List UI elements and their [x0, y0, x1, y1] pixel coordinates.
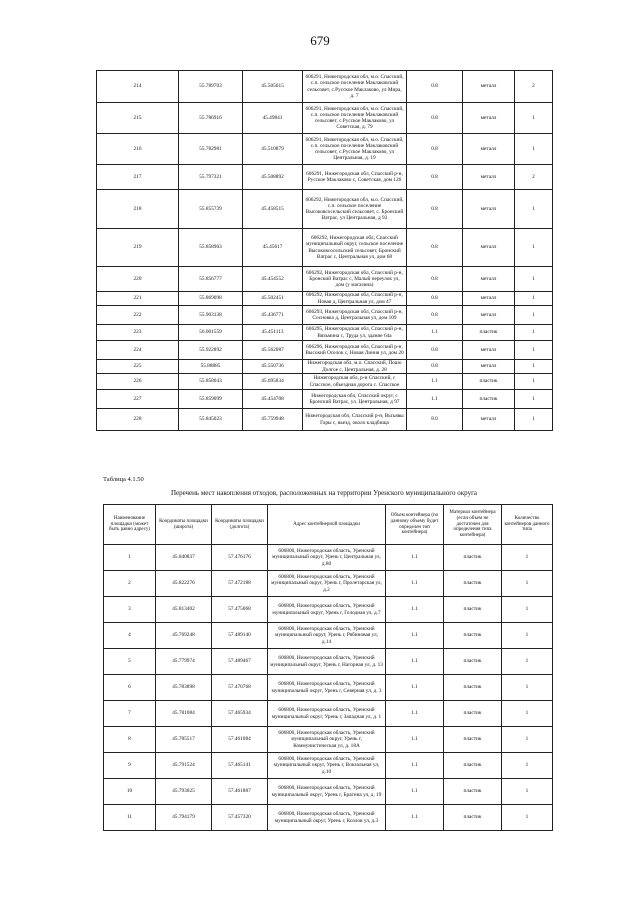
table-row: [97, 267, 553, 292]
address-cell: 606295, Нижегородская обл, Спасский р-н, Вязьмина с, Труда ул, здание 64а: [303, 325, 407, 341]
table-header-row: [104, 505, 553, 545]
table-row: [97, 292, 553, 306]
table-cell: 223: [97, 325, 179, 341]
table-cell: 57.461084: [212, 727, 268, 753]
table-cell: пластик: [444, 753, 502, 779]
table-cell: 45.550736: [243, 360, 303, 374]
table-cell: 1.1: [386, 805, 444, 831]
table-row: [97, 229, 553, 267]
table-row: [97, 306, 553, 325]
table-cell: 217: [97, 165, 179, 190]
table-cell: 45.791524: [156, 753, 212, 779]
table-row: [97, 71, 553, 103]
table-cell: 55.782981: [179, 134, 243, 165]
table-cell: 45.510879: [243, 134, 303, 165]
table-cell: 45.794179: [156, 805, 212, 831]
table-cell: пластик: [444, 545, 502, 571]
address-cell: 606291, Нижегородская обл, м.о. Спасский, с.п. сельское поселение Маклаковский сельсовет, с.Русское Маклаково, ул Центральная, д. 19: [303, 134, 407, 165]
column-header: Объем контейнера (по данному объему будет определен тип контейнера): [386, 505, 444, 545]
table-cell: 45.454552: [243, 267, 303, 292]
table-cell: 1: [515, 103, 553, 134]
table-cell: 1.1: [386, 545, 444, 571]
table-cell: 1.1: [386, 779, 444, 805]
table-cell: 214: [97, 71, 179, 103]
table-row: [104, 779, 553, 805]
table-cell: 45.779974: [156, 649, 212, 675]
address-cell: 606291, Нижегородская обл, Спасский р-н, Русское Маклаково с, Советская, дом 126: [303, 165, 407, 190]
table-cell: пластик: [463, 390, 515, 409]
table-cell: 1.1: [386, 597, 444, 623]
table-cell: 0.8: [407, 71, 463, 103]
column-header: Адрес контейнерной площадки: [268, 505, 386, 545]
table-cell: 0.8: [407, 229, 463, 267]
column-header: Координаты площадки (долгота): [212, 505, 268, 545]
table-cell: 1: [515, 360, 553, 374]
table-cell: металл: [463, 103, 515, 134]
table-cell: 45.759948: [243, 409, 303, 431]
column-header: Наименование площадки (может быть равно адресу): [104, 505, 156, 545]
table-cell: 55.789703: [179, 71, 243, 103]
table-row: [97, 360, 553, 374]
address-cell: 606800, Нижегородская область, Уренский муниципальный округ, Урень г, Козлов ул, д.3: [268, 805, 386, 831]
table-cell: 45.49841: [243, 103, 303, 134]
table-cell: 1: [515, 374, 553, 390]
table-row: [97, 341, 553, 360]
table-cell: 45.451113: [243, 325, 303, 341]
table-cell: 1.1: [386, 675, 444, 701]
address-cell: 606293, Нижегородская обл, Спасский р-н, Сосновка д, Центральная ул, дом 109: [303, 306, 407, 325]
table-cell: пластик: [444, 701, 502, 727]
table-cell: 1: [515, 341, 553, 360]
table-row: [97, 134, 553, 165]
table-cell: металл: [463, 190, 515, 229]
table-cell: 0.8: [407, 292, 463, 306]
table-cell: 1: [515, 325, 553, 341]
table-cell: 45.502451: [243, 292, 303, 306]
table-cell: 55.797321: [179, 165, 243, 190]
table-cell: 56.001559: [179, 325, 243, 341]
table-cell: 6: [104, 675, 156, 701]
table-cell: 1: [515, 409, 553, 431]
table-cell: металл: [463, 165, 515, 190]
table-cell: 224: [97, 341, 179, 360]
table-cell: 57.476176: [212, 545, 268, 571]
table-row: [104, 597, 553, 623]
table-row: [104, 545, 553, 571]
table-row: [104, 701, 553, 727]
table-cell: 2: [104, 571, 156, 597]
table-cell: металл: [463, 306, 515, 325]
table-row: [104, 805, 553, 831]
column-header: Количество контейнеров данного типа: [502, 505, 553, 545]
table-cell: 222: [97, 306, 179, 325]
table-cell: 1: [502, 701, 553, 727]
table-cell: 45.785517: [156, 727, 212, 753]
table-cell: 218: [97, 190, 179, 229]
table-cell: пластик: [444, 571, 502, 597]
table-cell: 55.855739: [179, 190, 243, 229]
table-cell: 55.845023: [179, 409, 243, 431]
table-cell: 220: [97, 267, 179, 292]
table-cell: 57.457320: [212, 805, 268, 831]
table-row: [104, 649, 553, 675]
table-cell: 1: [515, 267, 553, 292]
table-cell: 1: [502, 623, 553, 649]
table-cell: пластик: [444, 649, 502, 675]
table-cell: 2: [515, 71, 553, 103]
address-cell: 606291, Нижегородская обл, м.о. Спасский, с.п. сельское поселение Маклаковский сельсовет, с.Русское Маклаково, ул Советская, д. 79: [303, 103, 407, 134]
table-cell: металл: [463, 229, 515, 267]
column-header: Координаты площадки (широта): [156, 505, 212, 545]
table-cell: 55.858043: [179, 374, 243, 390]
address-cell: 606800, Нижегородская область, Уренский муниципальный округ, Урень г, Брагина ул, д. 19: [268, 779, 386, 805]
table-cell: 45.505615: [243, 71, 303, 103]
table-cell: 1: [502, 649, 553, 675]
table-row: [104, 571, 553, 597]
table-row: [97, 165, 553, 190]
address-cell: 606800, Нижегородская область, Уренский муниципальный округ, Урень г, Пролетарская ул, д.2: [268, 571, 386, 597]
table-row: [104, 753, 553, 779]
table-cell: 227: [97, 390, 179, 409]
table-cell: 1: [502, 571, 553, 597]
table-row: [97, 374, 553, 390]
table-cell: пластик: [444, 805, 502, 831]
table-cell: 10: [104, 779, 156, 805]
table-cell: 57.489140: [212, 623, 268, 649]
address-cell: 606800, Нижегородская область, Уренский муниципальный округ, Урень г, Рябиновая ул, д.14: [268, 623, 386, 649]
table-row: [97, 390, 553, 409]
address-cell: Нижегородская обл, Спасский р-н, Вьтьявы Горы с, вьезд, около кладбища: [303, 409, 407, 431]
table-row: [104, 675, 553, 701]
table-cell: 11: [104, 805, 156, 831]
table-cell: 228: [97, 409, 179, 431]
table-cell: 1: [502, 597, 553, 623]
table-cell: 0.8: [407, 306, 463, 325]
table-cell: металл: [463, 341, 515, 360]
table-cell: 0.8: [407, 341, 463, 360]
table-row: [97, 103, 553, 134]
table-cell: пластик: [444, 675, 502, 701]
table-cell: 45.813402: [156, 597, 212, 623]
table-cell: 0.8: [407, 267, 463, 292]
address-cell: 606800, Нижегородская область, Уренский муниципальный округ, Урень г, Коммунистическая ул, д. 18А: [268, 727, 386, 753]
table-cell: 3: [104, 597, 156, 623]
table-cell: 216: [97, 134, 179, 165]
table-cell: 7: [104, 701, 156, 727]
address-cell: 606800, Нижегородская область, Уренский муниципальный округ, Урень г, Голодная ул, д.7: [268, 597, 386, 623]
table-cell: 45.793025: [156, 779, 212, 805]
column-header: Материал контейнера (если объем не достаточен для определения типа контейнера): [444, 505, 502, 545]
table-cell: 1: [502, 675, 553, 701]
table-cell: 1: [502, 727, 553, 753]
table-cell: 57.465934: [212, 701, 268, 727]
containers-table-urensky: [103, 504, 553, 831]
table-cell: 1: [515, 306, 553, 325]
table-cell: 45.508892: [243, 165, 303, 190]
table-cell: 45.781084: [156, 701, 212, 727]
table-cell: металл: [463, 360, 515, 374]
table-cell: 57.465141: [212, 753, 268, 779]
table-cell: 45.840837: [156, 545, 212, 571]
table-cell: 55.859099: [179, 390, 243, 409]
table-cell: 5: [104, 649, 156, 675]
table-cell: 55.922892: [179, 341, 243, 360]
table-cell: 1: [502, 545, 553, 571]
table-cell: 45.562087: [243, 341, 303, 360]
table-cell: пластик: [444, 623, 502, 649]
table-cell: 1.1: [407, 325, 463, 341]
containers-table-spassky: [96, 70, 553, 431]
table-cell: 225: [97, 360, 179, 374]
table-cell: 1: [502, 779, 553, 805]
table-cell: 55.869098: [179, 292, 243, 306]
table-title: Перечень мест накопления отходов, расположенных на территории Уренского муниципального округа: [170, 489, 478, 497]
table-cell: 1.1: [386, 753, 444, 779]
table-cell: пластик: [444, 727, 502, 753]
table-cell: 0.8: [407, 103, 463, 134]
table-cell: 45.458515: [243, 190, 303, 229]
table-cell: металл: [463, 71, 515, 103]
table-cell: металл: [463, 134, 515, 165]
table-cell: 1: [515, 134, 553, 165]
table-cell: 1: [515, 390, 553, 409]
address-cell: 606292, Нижегородская обл, Спасский муниципальный округ, сельское поселение Высоковсосельский сельсовет, Бронский Ватрас с, Центральная ул, дом 68: [303, 229, 407, 267]
table-cell: 1.1: [407, 390, 463, 409]
address-cell: 606800, Нижегородская область, Уренский муниципальный округ, Урень г, Нагорная ул, д. 13: [268, 649, 386, 675]
table-cell: 219: [97, 229, 179, 267]
table-cell: 45.436771: [243, 306, 303, 325]
table-cell: металл: [463, 292, 515, 306]
table-cell: 1: [515, 229, 553, 267]
table-cell: 1.1: [386, 571, 444, 597]
table-cell: 57.470768: [212, 675, 268, 701]
table-cell: 226: [97, 374, 179, 390]
table-row: [97, 325, 553, 341]
table-cell: 0.8: [407, 134, 463, 165]
table-cell: 1: [502, 753, 553, 779]
table-cell: 57.475068: [212, 597, 268, 623]
table-cell: 55.858903: [179, 229, 243, 267]
table-cell: пластик: [444, 779, 502, 805]
address-cell: 606292, Нижегородская обл, м.о. Спасский, с.п. сельское поселение Высоковсосельский сельсовет, с. Бронский Ватрас, ул Центральная, д 93: [303, 190, 407, 229]
page-number: 679: [310, 33, 330, 48]
table-cell: пластик: [444, 597, 502, 623]
table-cell: 57.489467: [212, 649, 268, 675]
table-row: [97, 409, 553, 431]
table-cell: 0.8: [407, 190, 463, 229]
table-cell: 0.8: [407, 360, 463, 374]
table-cell: 1.1: [386, 701, 444, 727]
address-cell: Нижегородская обл, м.о. Спасский, Пошо Долгое с, Центральная, д. 28: [303, 360, 407, 374]
address-cell: Нижегородская обл, р-н Спасский, с Спасское, объездная дорога с. Спасское: [303, 374, 407, 390]
table-cell: 1: [502, 805, 553, 831]
table-cell: 45.454708: [243, 390, 303, 409]
table-cell: 4: [104, 623, 156, 649]
table-cell: 45.45617: [243, 229, 303, 267]
table-cell: металл: [463, 409, 515, 431]
address-cell: Нижегородская обл, Спасский округ, с Бронский Ватрас, ул. Центральная, д 97: [303, 390, 407, 409]
address-cell: 606800, Нижегородская область, Уренский муниципальный округ, Урень г, Северная ул, д. 3: [268, 675, 386, 701]
table-row: [104, 623, 553, 649]
table-cell: металл: [463, 267, 515, 292]
table-cell: 1: [104, 545, 156, 571]
table-cell: 55.903138: [179, 306, 243, 325]
table-cell: пластик: [463, 374, 515, 390]
table-cell: 1: [515, 292, 553, 306]
address-cell: 606292, Нижегородская обл, Спасский р-н, Новая д, Центральная ул, дом 47: [303, 292, 407, 306]
table-cell: 45.783898: [156, 675, 212, 701]
table-cell: 2: [515, 165, 553, 190]
table-cell: 9: [104, 753, 156, 779]
table-cell: 1.1: [386, 623, 444, 649]
table-cell: 45.822276: [156, 571, 212, 597]
table-cell: 1: [515, 190, 553, 229]
address-cell: 606800, Нижегородская область, Уренский муниципальный округ, Урень г, Вокзальная ул, д.10: [268, 753, 386, 779]
table-cell: 0.8: [407, 165, 463, 190]
table-cell: 8.0: [407, 409, 463, 431]
table-cell: 55.88885: [179, 360, 243, 374]
address-cell: 606800, Нижегородская область, Уренский муниципальный округ, Урень г, Западная ул, д. 1: [268, 701, 386, 727]
table-cell: 1.1: [386, 727, 444, 753]
table-cell: пластик: [463, 325, 515, 341]
table-cell: 215: [97, 103, 179, 134]
table-cell: 55.856777: [179, 267, 243, 292]
table-cell: 1.1: [386, 649, 444, 675]
table-row: [104, 727, 553, 753]
table-cell: 45.695834: [243, 374, 303, 390]
table-cell: 45.769248: [156, 623, 212, 649]
table-cell: 221: [97, 292, 179, 306]
table-cell: 57.472188: [212, 571, 268, 597]
address-cell: 606292, Нижегородская обл, Спасский р-н, Бронский Ватрас с, Малый переулок ул, дом (у магазина): [303, 267, 407, 292]
table-caption: Таблица 4.1.50: [103, 476, 144, 483]
address-cell: 606800, Нижегородская область, Уренский муниципальный округ, Урень г, Центральная ул, д.80: [268, 545, 386, 571]
address-cell: 606296, Нижегородская обл, Спасский р-н, Высокий Оселок с, Новая Линия ул, дом 20: [303, 341, 407, 360]
table-cell: 57.461887: [212, 779, 268, 805]
table-cell: 1.1: [407, 374, 463, 390]
address-cell: 606291, Нижегородская обл, м.о. Спасский, с.п. сельское поселение Маклаковский сельсовет, с.Русское Маклаково, ул Мира, д. 7: [303, 71, 407, 103]
table-row: [97, 190, 553, 229]
table-cell: 55.786916: [179, 103, 243, 134]
table-cell: 8: [104, 727, 156, 753]
